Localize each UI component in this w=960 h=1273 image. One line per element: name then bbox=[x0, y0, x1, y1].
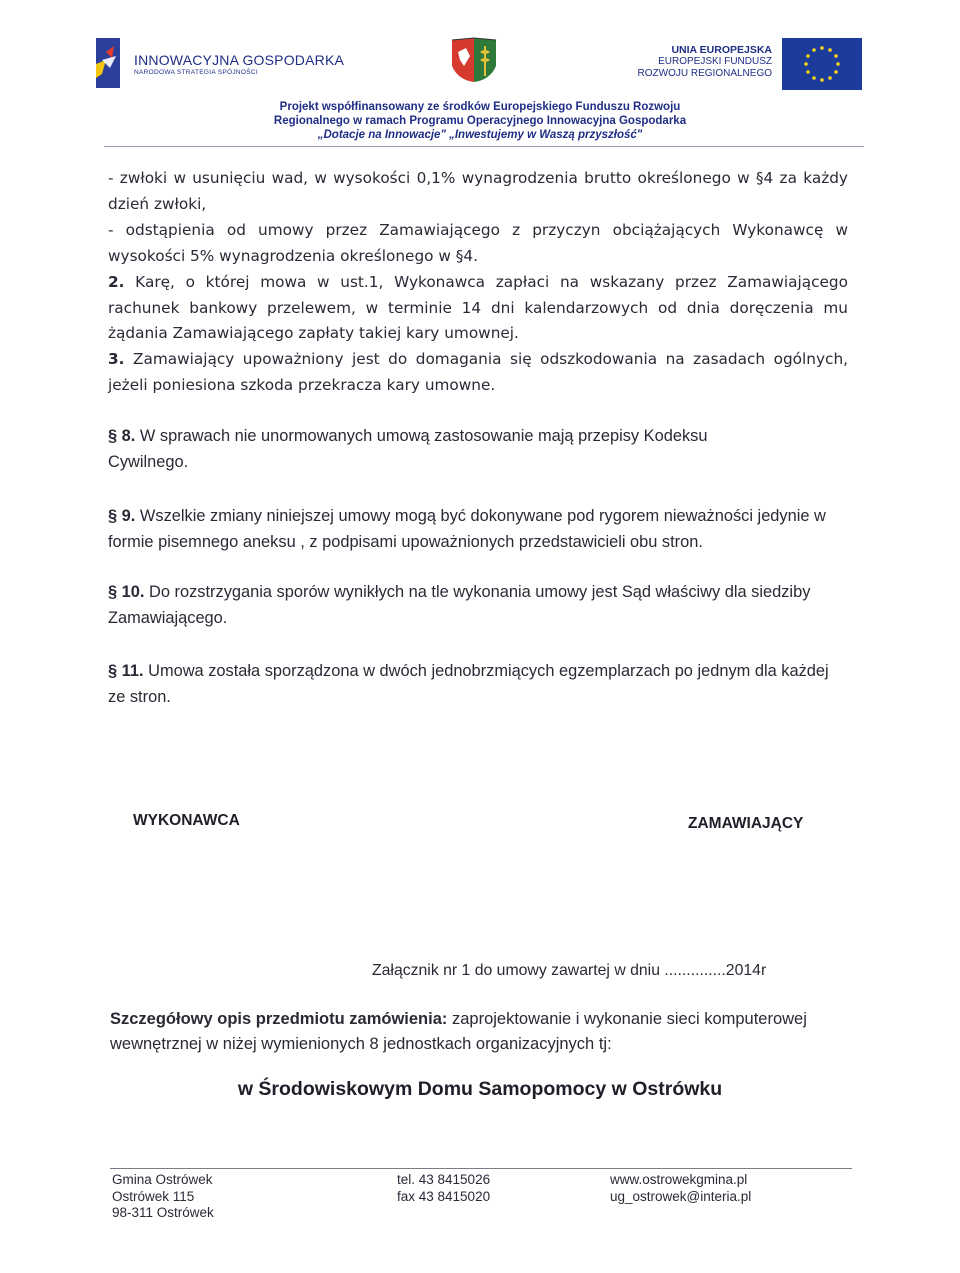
eu-line-1: UNIA EUROPEJSKA bbox=[671, 44, 772, 56]
section-8-number: § 8. bbox=[108, 427, 136, 445]
footer-phone bbox=[397, 1172, 490, 1205]
order-description bbox=[110, 1007, 840, 1057]
section-11-text: Umowa została sporządzona w dwóch jednobrzmiących egzemplarzach po jednym dla każdej ze stron. bbox=[108, 662, 829, 706]
location-title: w Środowiskowym Domu Samopomocy w Ostrówku bbox=[237, 1078, 723, 1100]
ig-title: INNOWACYJNA GOSPODARKA bbox=[134, 52, 345, 68]
section-10-number: § 10. bbox=[108, 583, 145, 601]
section-8-text: W sprawach nie unormowanych umową zastosowanie mają przepisy Kodeksu Cywilnego. bbox=[108, 427, 708, 471]
footer-web bbox=[610, 1172, 751, 1205]
penalty-withdrawal-item: - odstąpienia od umowy przez Zamawiającego z przyczyn obciążających Wykonawcę w wysokości 5% wynagrodzenia określonego w §4. bbox=[108, 221, 848, 265]
footer-address bbox=[112, 1172, 214, 1222]
paragraph-3 bbox=[108, 347, 848, 398]
eu-line-3: ROZWOJU REGIONALNEGO bbox=[637, 68, 772, 79]
project-line-1: Projekt współfinansowany ze środków Europejskiego Funduszu Rozwoju bbox=[279, 101, 681, 113]
project-funding-note bbox=[0, 100, 960, 142]
attachment-note: Załącznik nr 1 do umowy zawartej w dniu ..............2014r bbox=[372, 962, 767, 979]
eu-flag-icon bbox=[782, 38, 862, 90]
order-description-label: Szczegółowy opis przedmiotu zamówienia: bbox=[110, 1010, 448, 1028]
signature-client: ZAMAWIAJĄCY bbox=[688, 815, 804, 832]
footer-email-link[interactable]: ug_ostrowek@interia.pl bbox=[610, 1188, 752, 1204]
footer-website-link[interactable]: www.ostrowekgmina.pl bbox=[610, 1172, 748, 1187]
ig-subtitle: NARODOWA STRATEGIA SPÓJNOŚCI bbox=[134, 69, 258, 76]
penalty-delay-item: - zwłoki w usunięciu wad, w wysokości 0,1% wynagrodzenia brutto określonego w §4 za każdy dzień zwłoki, bbox=[108, 169, 848, 213]
footer-address-line: 98-311 Ostrówek bbox=[112, 1205, 214, 1220]
paragraph-2-text: Karę, o której mowa w ust.1, Wykonawca zapłaci na wskazany przez Zamawiającego rachunek bankowy przelewem, w terminie 14 dni kalendarzowych od dnia doręczenia mu żądania Zamawiającego zapłaty takiej kary umownej. bbox=[108, 273, 848, 342]
project-line-3: „Dotacje na Innowacje" „Inwestujemy w Waszą przyszłość" bbox=[317, 129, 643, 141]
eu-label bbox=[638, 44, 772, 80]
footer-address-line: Ostrówek 115 bbox=[112, 1188, 195, 1204]
footer-address-line: Gmina Ostrówek bbox=[112, 1172, 213, 1187]
ig-emblem-icon bbox=[92, 38, 124, 88]
footer-divider bbox=[110, 1168, 852, 1169]
project-line-2: Regionalnego w ramach Programu Operacyjnego Innowacyjna Gospodarka bbox=[273, 115, 687, 127]
section-10 bbox=[108, 580, 818, 631]
section-8 bbox=[108, 424, 788, 475]
section-10-text: Do rozstrzygania sporów wynikłych na tle wykonania umowy jest Sąd właściwy dla siedziby Zamawiającego. bbox=[108, 583, 811, 627]
section-9-text: Wszelkie zmiany niniejszej umowy mogą być dokonywane pod rygorem nieważności jedynie w formie pisemnego aneksu , z podpisami upoważnionych przedstawicieli obu stron. bbox=[108, 507, 826, 551]
section-9-number: § 9. bbox=[108, 507, 136, 525]
paragraph-3-number: 3. bbox=[108, 350, 125, 368]
order-description-text: zaprojektowanie i wykonanie sieci komputerowej wewnętrznej w niżej wymienionych 8 jednostkach organizacyjnych tj: bbox=[110, 1010, 807, 1053]
header-divider bbox=[104, 146, 864, 147]
eu-line-2: EUROPEJSKI FUNDUSZ bbox=[658, 56, 772, 67]
footer-fax-line: fax 43 8415020 bbox=[397, 1188, 491, 1204]
paragraph-2-number: 2. bbox=[108, 273, 125, 291]
section-11-number: § 11. bbox=[108, 662, 144, 680]
section-9 bbox=[108, 504, 853, 555]
coat-of-arms-icon bbox=[450, 36, 498, 86]
innowacyjna-gospodarka-logo bbox=[92, 38, 352, 90]
paragraph-3-text: Zamawiający upoważniony jest do domagania się odszkodowania na zasadach ogólnych, jeżeli poniesiona szkoda przekracza kary umowne. bbox=[108, 350, 848, 394]
footer-phone-line: tel. 43 8415026 bbox=[397, 1172, 491, 1187]
section-11 bbox=[108, 659, 848, 710]
paragraph-2 bbox=[108, 270, 848, 347]
signature-contractor: WYKONAWCA bbox=[133, 812, 240, 829]
